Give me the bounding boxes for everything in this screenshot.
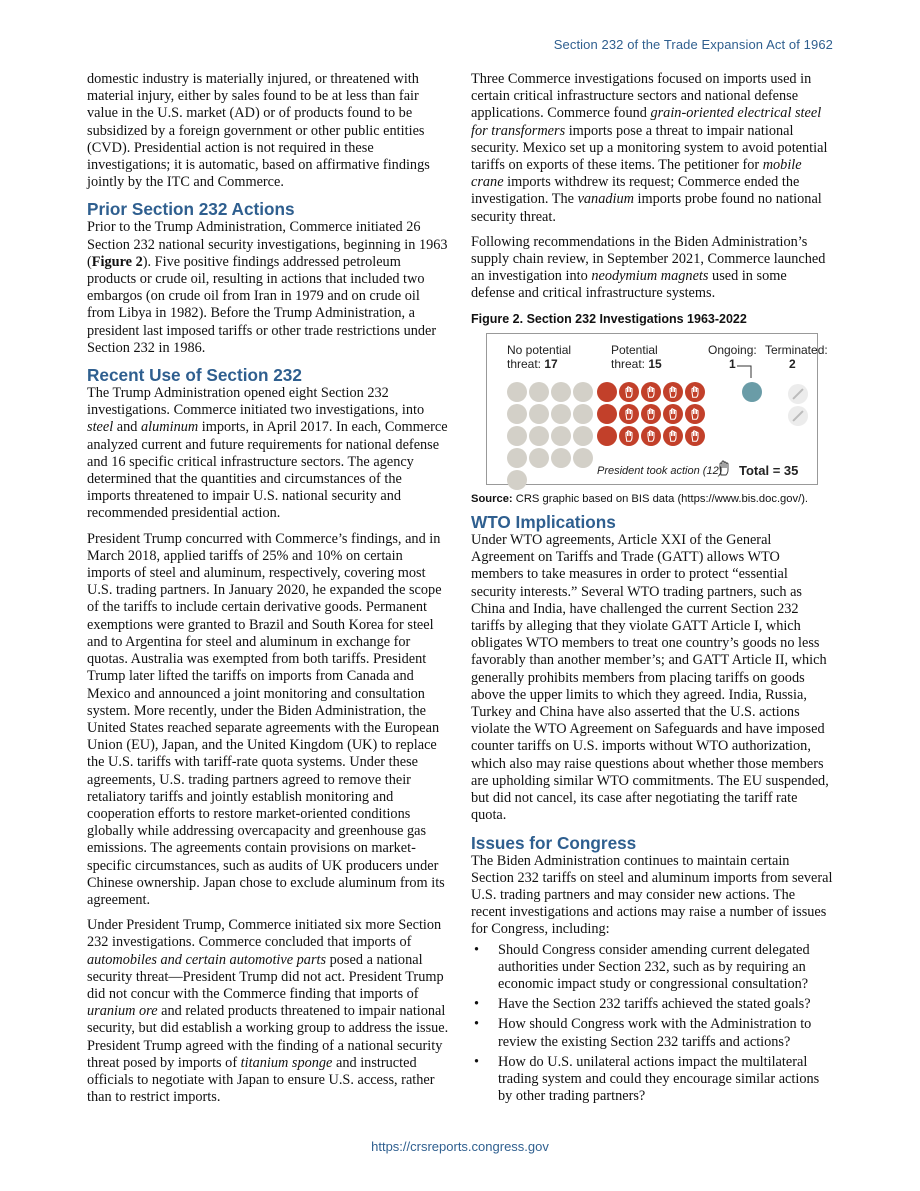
no-threat-dot xyxy=(507,426,527,446)
intro-paragraph: domestic industry is materially injured, or threatened with material injury, either by sales found to be at less than fair value in the U.S. market (AD) or of products found to be subsidized by a foreign government or other public entities (CVD). Presidential action is not required in these investigations; it is automatic, based on affirmative findings jointly by the ITC and Commerce. xyxy=(87,71,430,191)
hand-icon xyxy=(623,386,635,398)
bullet-icon: • xyxy=(474,1016,480,1033)
list-item: • Should Congress consider amending current delegated authorities under Section 232, such as by requiring an economic impact study or congressional consultation? xyxy=(474,941,810,992)
commerce-investigations-paragraph: Three Commerce investigations focused on imports used in certain critical infrastructure sectors and national defense applications. Commerce found grain-oriented electrical steel for transformers imports pose a threat to impair national security. Mexico set up a monitoring system to avoid potential tariffs on exports of these items. The petitioner for mobile crane imports withdrew its request; Commerce ended the investigation. The vanadium imports probe found no national security threat. xyxy=(471,71,828,225)
potential-threat-dot xyxy=(619,382,639,402)
president-action-note: President took action (12) xyxy=(597,464,723,477)
no-threat-dot xyxy=(529,448,549,468)
potential-threat-dot xyxy=(641,426,661,446)
no-potential-threat-label: No potential threat: 17 xyxy=(507,342,572,371)
no-threat-dot xyxy=(507,448,527,468)
potential-threat-dot xyxy=(685,426,705,446)
no-threat-dot xyxy=(507,470,527,490)
hand-icon xyxy=(689,408,701,420)
terminated-dot xyxy=(788,384,808,404)
potential-threat-dot xyxy=(619,404,639,424)
ongoing-pointer-line xyxy=(735,364,753,380)
no-threat-dot xyxy=(573,426,593,446)
potential-threat-dot xyxy=(685,382,705,402)
no-threat-dot xyxy=(529,426,549,446)
figure-title: Figure 2. Section 232 Investigations 1963-2022 xyxy=(471,311,747,326)
bullet-icon: • xyxy=(474,1053,480,1070)
hand-icon xyxy=(645,408,657,420)
recent-use-paragraph-1: The Trump Administration opened eight Section 232 investigations. Commerce initiated two investigations, into steel and aluminum imports, in April 2017. In each, Commerce analyzed current and future requirements for national defense and 16 specific critical infrastructure sectors. The agency determined that the quantities and circumstances of the imports threatened to impair U.S. national security and recommended presidential action. xyxy=(87,385,448,522)
hand-icon xyxy=(645,430,657,442)
potential-threat-dot xyxy=(619,426,639,446)
issues-heading: Issues for Congress xyxy=(471,832,637,853)
issues-list xyxy=(471,942,833,1106)
issues-paragraph: The Biden Administration continues to maintain certain Section 232 tariffs on steel and aluminum imports from several U.S. trading partners and may consider new actions. The recent investigations and actions may raise a number of issues for Congress, including: xyxy=(471,852,833,938)
list-item: • How do U.S. unilateral actions impact the multilateral trading system and could they encourage similar actions by other trading partners? xyxy=(474,1053,820,1105)
potential-threat-dot xyxy=(663,382,683,402)
hand-icon xyxy=(623,430,635,442)
recent-use-paragraph-3: Under President Trump, Commerce initiated six more Section 232 investigations. Commerce concluded that imports of automobiles and certain automotive parts posed a national security threat—President Trump did not act. President Trump did not concur with the Commerce finding that imports of uranium ore and related products threatened to impair national security, but did establish a working group to address the issue. President Trump agreed with the finding of a national security threat posed by imports of titanium sponge and instructed officials to negotiate with Japan to ensure U.S. access, rather than to restrict imports. xyxy=(87,917,449,1106)
no-threat-dot xyxy=(529,382,549,402)
potential-threat-dot xyxy=(685,404,705,424)
no-threat-dot xyxy=(551,404,571,424)
running-header: Section 232 of the Trade Expansion Act of 1962 xyxy=(553,37,833,52)
ongoing-label: Ongoing: 1 xyxy=(708,342,757,371)
bullet-icon: • xyxy=(474,941,480,958)
hand-icon xyxy=(667,430,679,442)
no-threat-dot xyxy=(573,382,593,402)
wto-heading: WTO Implications xyxy=(471,512,616,533)
potential-threat-dot xyxy=(597,426,617,446)
list-item: • How should Congress work with the Administration to review the existing Section 232 tariffs and actions? xyxy=(474,1016,812,1050)
potential-threat-dot xyxy=(663,404,683,424)
potential-threat-dot xyxy=(641,404,661,424)
list-item: • Have the Section 232 tariffs achieved the stated goals? xyxy=(474,996,811,1013)
potential-threat-dot xyxy=(641,382,661,402)
no-threat-dot xyxy=(551,448,571,468)
hand-icon xyxy=(689,430,701,442)
hand-icon xyxy=(645,386,657,398)
total-count: Total = 35 xyxy=(739,462,799,478)
prior-actions-heading: Prior Section 232 Actions xyxy=(87,199,295,220)
figure-source: Source: CRS graphic based on BIS data (https://www.bis.doc.gov/). xyxy=(471,492,809,505)
bullet-icon: • xyxy=(474,996,480,1013)
hand-icon xyxy=(689,386,701,398)
hand-pointer-icon xyxy=(717,460,731,476)
ongoing-dot xyxy=(742,382,762,402)
wto-paragraph: Under WTO agreements, Article XXI of the General Agreement on Tariffs and Trade (GATT) allows WTO members to take measures in order to protect “essential security interests.” Several WTO trading partners, such as China and India, have challenged the current Section 232 tariffs by alleging that they violate GATT Article I, which obligates WTO members to treat one country’s goods no less favorably than another member’s; and GATT Article II, which generally prohibits members from placing tariffs on goods above the upper limits to which they agreed. India, Russia, Turkey and China have also asserted that the U.S. actions violate the WTO Agreement on Safeguards and have imposed counter tariffs on U.S. imports without WTO authorization, which also may raise questions about whether those members are upholding similar WTO commitments. The EU suspended, but did not cancel, its case after negotiating the tariff rate quota. xyxy=(471,532,829,824)
potential-threat-dot xyxy=(597,382,617,402)
hand-icon xyxy=(667,386,679,398)
hand-icon xyxy=(623,408,635,420)
no-threat-dot xyxy=(529,404,549,424)
right-column xyxy=(471,71,833,1108)
no-threat-dot xyxy=(507,404,527,424)
no-threat-dot xyxy=(507,382,527,402)
figure-2-reference: Figure 2 xyxy=(91,253,143,270)
hand-icon xyxy=(667,408,679,420)
prior-actions-paragraph: Prior to the Trump Administration, Commerce initiated 26 Section 232 national security investigations, beginning in 1963 (Figure 2). Five positive findings addressed petroleum products or crude oil, resulting in actions that included two embargos (on crude oil from Iran in 1979 and on crude oil from Libya in 1982). Before the Trump Administration, a president last imposed tariffs or other trade restrictions under Section 232 in 1986. xyxy=(87,219,448,356)
biden-review-paragraph: Following recommendations in the Biden Administration’s supply chain review, in September 2021, Commerce launched an investigation into neodymium magnets used in some defense and critical infrastructure systems. xyxy=(471,233,826,302)
potential-threat-dot xyxy=(597,404,617,424)
left-column xyxy=(87,71,449,1114)
investigations-figure xyxy=(486,333,828,485)
no-threat-dot xyxy=(551,382,571,402)
terminated-dot xyxy=(788,406,808,426)
footer-url: https://crsreports.congress.gov xyxy=(371,1139,549,1154)
terminated-label: Terminated: 2 xyxy=(765,342,828,371)
no-threat-dot xyxy=(551,426,571,446)
potential-threat-dot xyxy=(663,426,683,446)
no-threat-dot xyxy=(573,448,593,468)
recent-use-heading: Recent Use of Section 232 xyxy=(87,365,302,386)
no-threat-dot xyxy=(573,404,593,424)
potential-threat-label: Potential threat: 15 xyxy=(611,342,662,371)
recent-use-paragraph-2: President Trump concurred with Commerce’s findings, and in March 2018, applied tariffs of 25% and 10% on certain imports of steel and aluminum, respectively, covering most U.S. trading partners. In January 2020, he expanded the scope of the tariffs to include certain derivative goods. Permanent exemptions were granted to Brazil and South Korea for steel and to Argentina for steel and aluminum in exchange for quotas. Australia was exempted from both tariffs. President Trump later lifted the tariffs on imports from Canada and Mexico and announced a joint monitoring and consultation system. More recently, under the Biden Administration, the United States reached separate agreements with the European Union (EU), Japan, and the United Kingdom (UK) to replace the U.S. tariffs with tariff-rate quota systems. Under these agreements, U.S. trading partners agreed to remove their retaliatory tariffs and jointly establish monitoring and cooperation efforts to restore market-oriented conditions globally while addressing overcapacity and greenhouse gas emissions. The agreements contain provisions on market-specific circumstances, such as audits of UK producers under Chinese ownership. Japan chose to exclude aluminum from its agreement. xyxy=(87,530,445,908)
